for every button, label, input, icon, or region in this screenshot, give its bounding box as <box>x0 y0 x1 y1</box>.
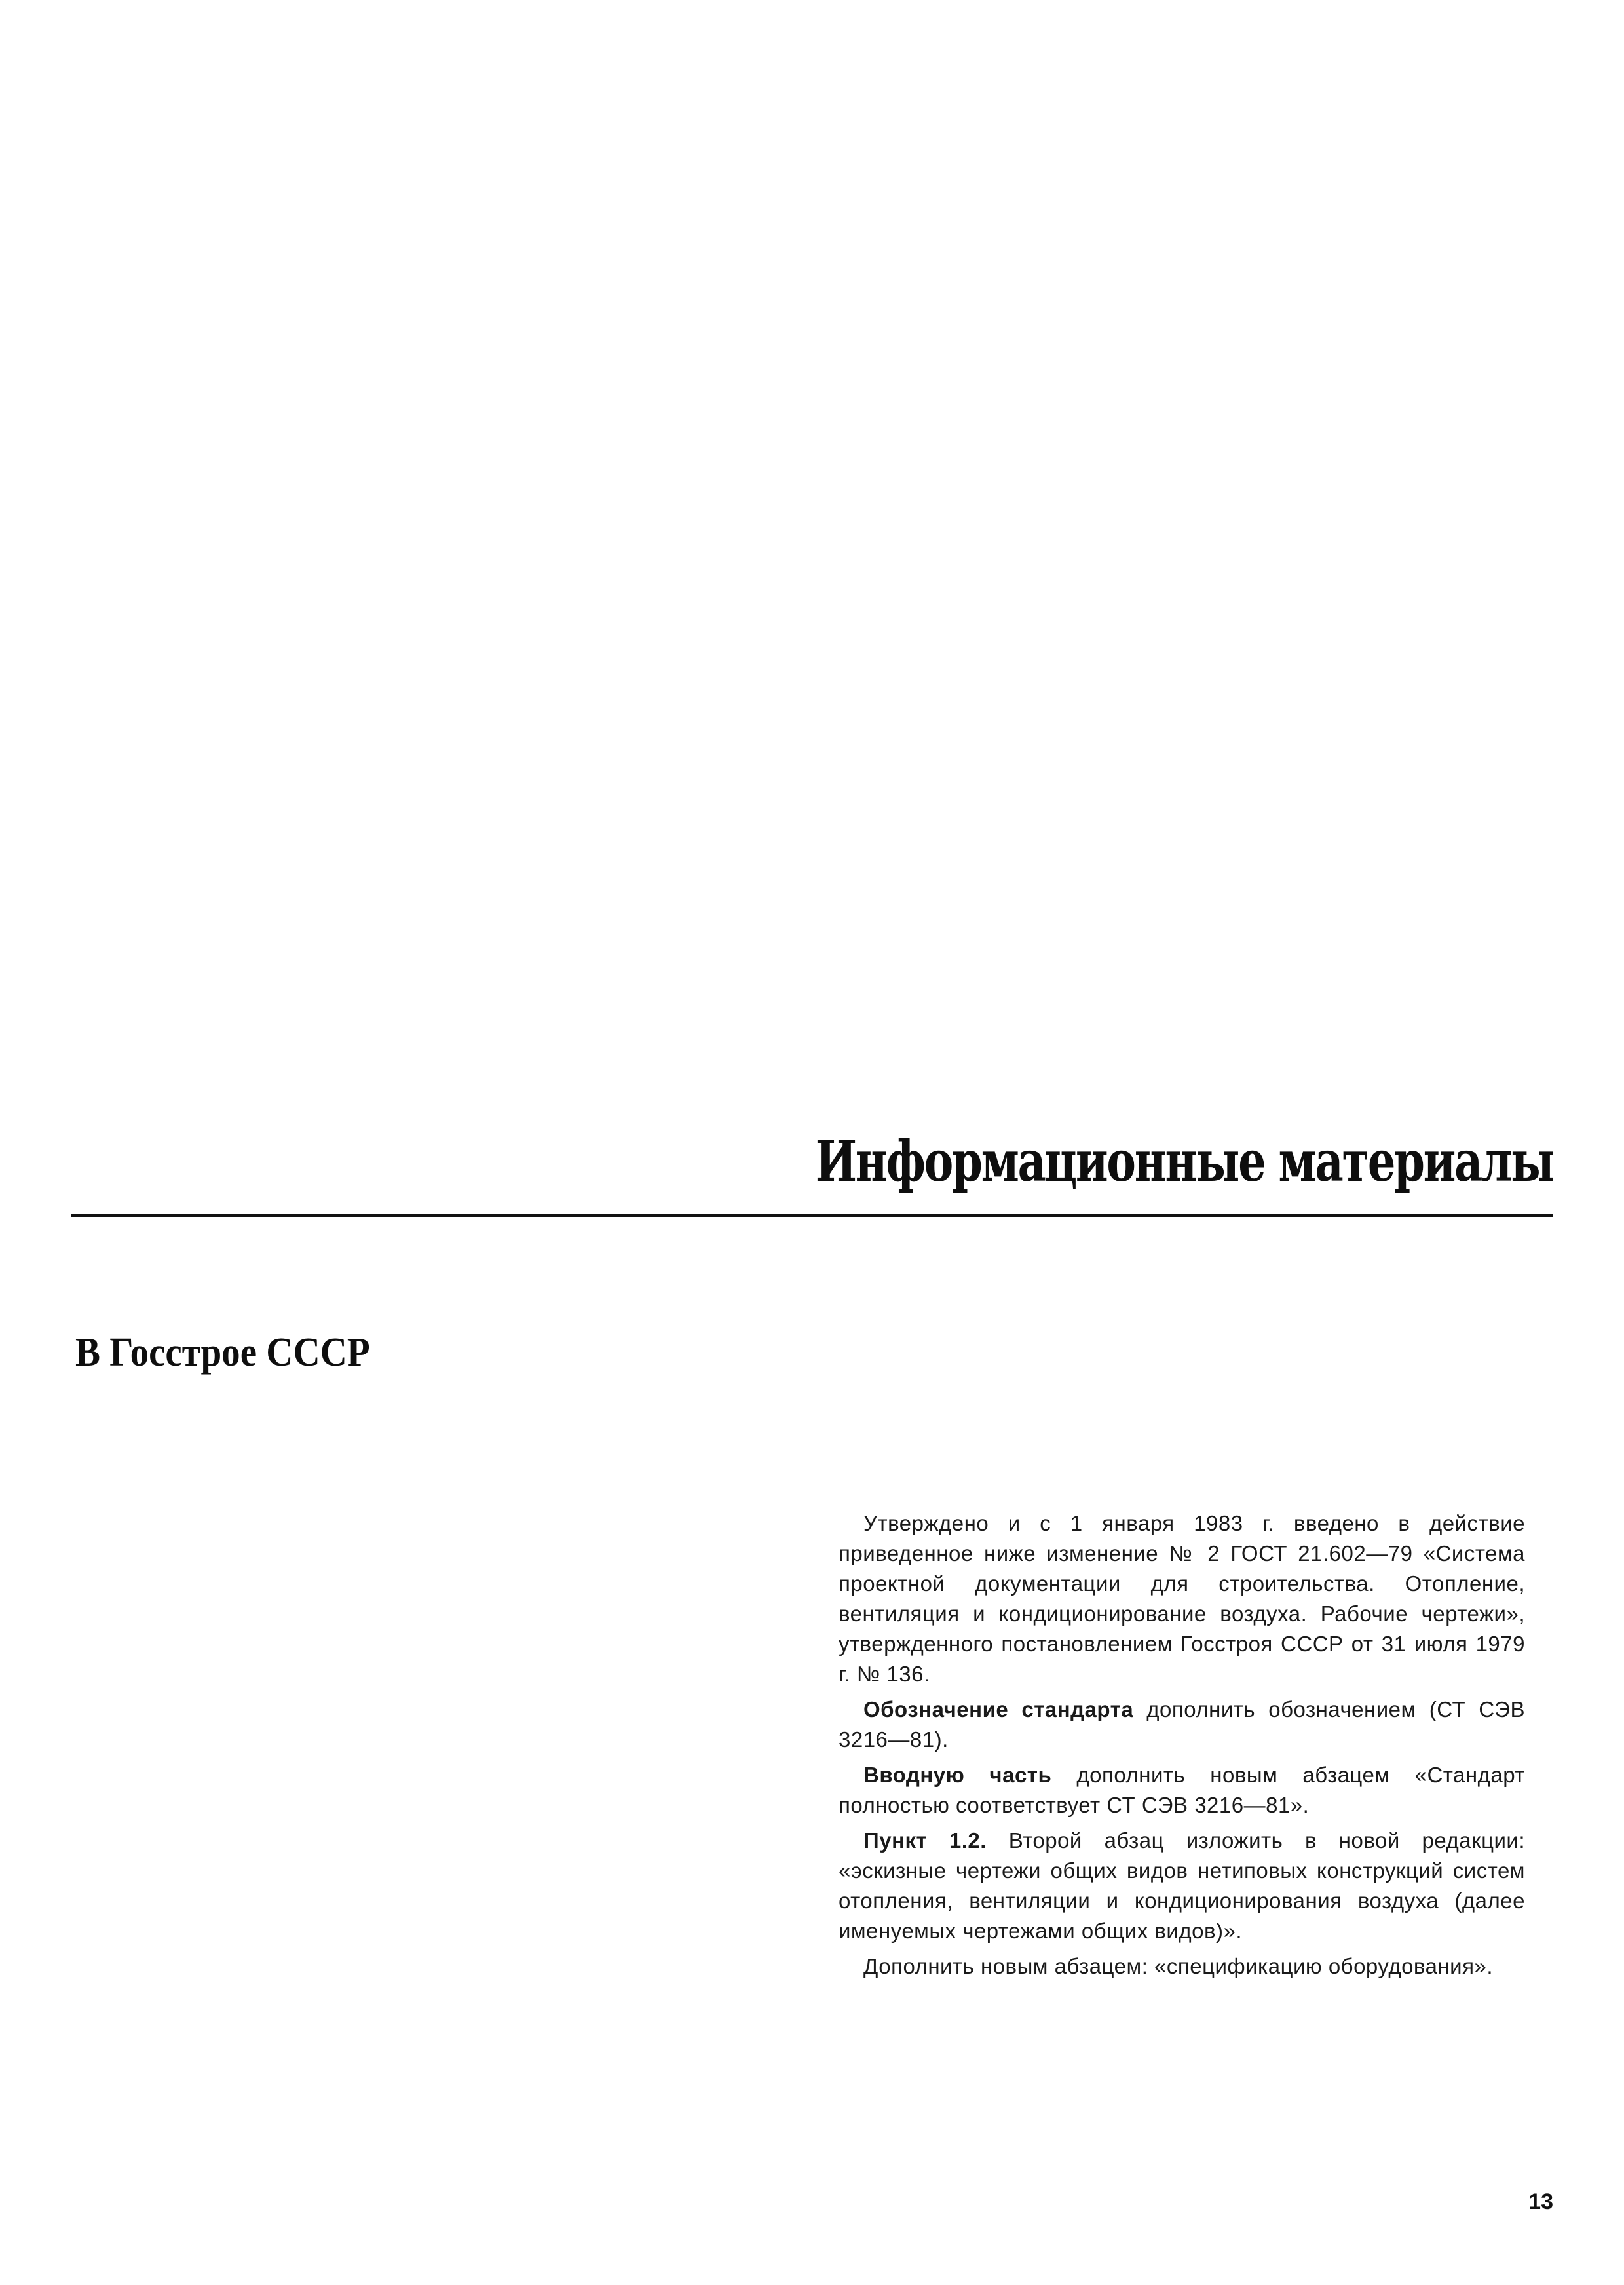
paragraph <box>839 1760 1525 1820</box>
paragraph-text: Утверждено и с 1 января 1983 г. введено в действие приведенное ниже изменение № 2 ГОСТ 21.602—79 «Система проектной документации для строительства. Отопление, вентиляция и кондиционирование воздуха. Рабочие чертежи», утвержденного постановлением Госстроя СССР от 31 июля 1979 г. № 136. <box>839 1511 1525 1686</box>
article-body <box>839 1508 1525 1987</box>
paragraph-lead: Обозначение стандарта <box>863 1697 1147 1721</box>
section-divider <box>71 1214 1553 1217</box>
paragraph <box>839 1508 1525 1689</box>
paragraph-lead: Вводную часть <box>863 1763 1077 1787</box>
paragraph <box>839 1695 1525 1755</box>
page-number: 13 <box>1528 2189 1553 2214</box>
paragraph <box>839 1951 1525 1982</box>
subsection-title: В Госстрое СССР <box>75 1330 370 1375</box>
paragraph <box>839 1826 1525 1946</box>
paragraph-lead: Пункт 1.2. <box>863 1828 1009 1853</box>
paragraph-text: Второй абзац изложить в новой редакции: «эскизные чертежи общих видов нетиповых конструкций систем отопления, вентиляции и кондиционирования воздуха (далее именуемых чертежами общих видов)». <box>839 1828 1526 1943</box>
paragraph-text: Дополнить новым абзацем: «спецификацию оборудования». <box>863 1954 1493 1978</box>
paragraph-text: дополнить обозначением (СТ СЭВ 3216—81). <box>839 1697 1525 1752</box>
section-title: Информационные материалы <box>815 1128 1553 1195</box>
paragraph-text: дополнить новым абзацем «Стандарт полностью соответствует СТ СЭВ 3216—81». <box>839 1763 1525 1817</box>
